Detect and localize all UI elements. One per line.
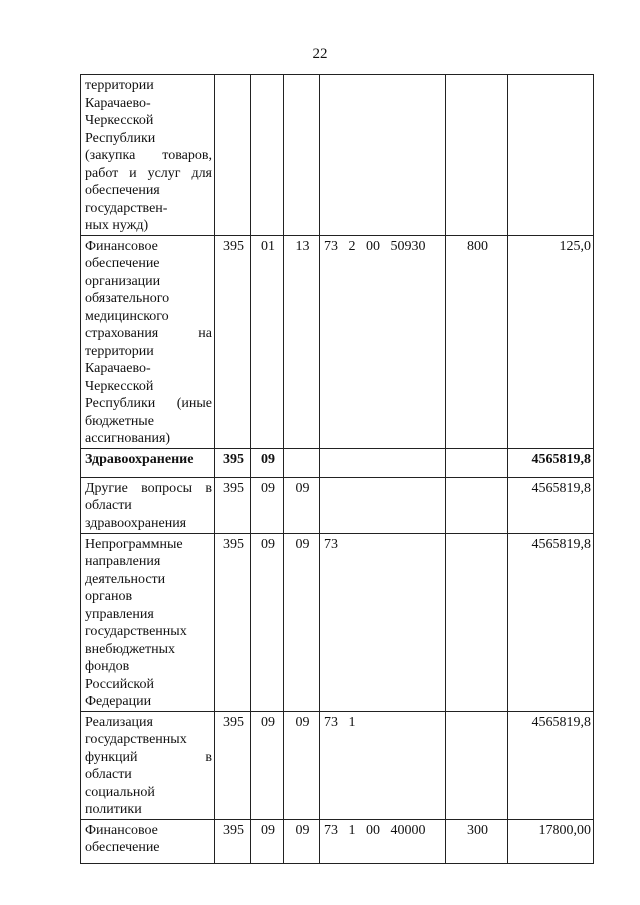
target-article-cell: 73 1	[320, 711, 446, 819]
amount-cell: 17800,00	[508, 819, 594, 863]
amount-cell: 4565819,8	[508, 477, 594, 533]
subsection-cell	[284, 448, 320, 477]
table-row	[81, 477, 594, 533]
section-cell: 09	[251, 477, 284, 533]
ministry-code-cell: 395	[215, 819, 251, 863]
expense-type-cell	[446, 448, 508, 477]
item-name-line: Республики	[85, 130, 156, 146]
item-name-line: функций в	[85, 749, 212, 765]
item-name-line: социальной	[85, 784, 155, 800]
item-name-line: органов	[85, 589, 133, 604]
target-article-cell	[320, 477, 446, 533]
item-name-line: Карачаево-	[85, 95, 151, 111]
item-name-line: обеспечение	[85, 840, 160, 855]
item-name-line: Реализация	[85, 714, 153, 730]
ministry-code-cell: 395	[215, 533, 251, 711]
item-name-line: направления	[85, 554, 161, 569]
subsection-cell: 09	[284, 477, 320, 533]
target-article-cell	[320, 75, 446, 236]
page-number: 22	[312, 46, 328, 62]
item-name-cell	[81, 711, 215, 819]
item-name-cell	[81, 448, 215, 477]
item-name-line: организации	[85, 273, 161, 289]
item-name-line: страхования на	[85, 326, 212, 341]
item-name-cell	[81, 477, 215, 533]
section-cell: 09	[251, 711, 284, 819]
item-name-line: ных нужд)	[85, 218, 149, 233]
table-row	[81, 235, 594, 448]
amount-cell: 125,0	[508, 235, 594, 448]
item-name-line: обеспечение	[85, 256, 160, 271]
ministry-code-cell: 395	[215, 235, 251, 448]
item-name-line: области	[85, 498, 132, 513]
item-name-line: внебюджетных	[85, 641, 176, 657]
subsection-cell: 09	[284, 533, 320, 711]
amount-cell: 4565819,8	[508, 711, 594, 819]
section-cell: 09	[251, 533, 284, 711]
subsection-cell: 09	[284, 819, 320, 863]
item-name-line: Федерации	[85, 694, 152, 709]
item-name-line: бюджетные	[85, 413, 154, 429]
item-name-line: Непрограммные	[85, 536, 183, 552]
expense-type-cell: 300	[446, 819, 508, 863]
item-name-line: территории	[85, 78, 154, 93]
item-name-line: Карачаево-	[85, 361, 151, 376]
item-name-line: работ и услуг для	[85, 165, 212, 181]
item-name-line: (закупка товаров,	[85, 148, 212, 163]
subsection-cell: 13	[284, 235, 320, 448]
ministry-code-cell	[215, 75, 251, 236]
ministry-code-cell: 395	[215, 711, 251, 819]
section-cell	[251, 75, 284, 236]
item-name-line: государственных	[85, 624, 187, 639]
item-name-line: Финансовое	[85, 238, 158, 254]
table-row	[81, 75, 594, 236]
amount-cell: 4565819,8	[508, 533, 594, 711]
table-row	[81, 448, 594, 477]
item-name-cell	[81, 819, 215, 863]
target-article-cell: 73 2 00 50930	[320, 235, 446, 448]
table-row	[81, 711, 594, 819]
item-name-line: управления	[85, 606, 154, 622]
item-name-line: Другие вопросы в	[85, 480, 212, 496]
expense-type-cell	[446, 477, 508, 533]
item-name-line: деятельности	[85, 571, 166, 587]
ministry-code-cell: 395	[215, 448, 251, 477]
target-article-cell: 73 1 00 40000	[320, 819, 446, 863]
ministry-code-cell: 395	[215, 477, 251, 533]
target-article-cell	[320, 448, 446, 477]
item-name-line: государственных	[85, 732, 187, 747]
item-name-cell	[81, 533, 215, 711]
section-cell: 09	[251, 448, 284, 477]
item-name-cell	[81, 235, 215, 448]
item-name-line: Российской	[85, 676, 154, 692]
table-row	[81, 819, 594, 863]
expense-type-cell	[446, 711, 508, 819]
item-name-line: территории	[85, 343, 154, 359]
item-name-line: Финансовое	[85, 822, 158, 838]
table-body	[81, 75, 594, 864]
item-name-line: обязательного	[85, 291, 170, 306]
item-name-line: фондов	[85, 659, 130, 674]
item-name-line: Черкесской	[85, 113, 154, 128]
expense-type-cell	[446, 533, 508, 711]
expense-type-cell	[446, 75, 508, 236]
budget-table	[80, 74, 594, 864]
table-row	[81, 533, 594, 711]
item-name-line: здравоохранения	[85, 515, 187, 531]
item-name-line: Черкесской	[85, 378, 154, 394]
item-name-line: области	[85, 767, 132, 782]
item-name-line: обеспечения	[85, 183, 160, 198]
item-name-line: государствен-	[85, 200, 168, 216]
expense-type-cell: 800	[446, 235, 508, 448]
item-name-cell	[81, 75, 215, 236]
amount-cell	[508, 75, 594, 236]
section-cell: 01	[251, 235, 284, 448]
item-name-line: политики	[85, 802, 142, 817]
subsection-cell: 09	[284, 711, 320, 819]
section-cell: 09	[251, 819, 284, 863]
amount-cell: 4565819,8	[508, 448, 594, 477]
item-name-line: ассигнования)	[85, 431, 171, 446]
item-name-line: Здравоохранение	[85, 451, 194, 467]
item-name-line: медицинского	[85, 308, 169, 324]
item-name-line: Республики (иные	[85, 396, 212, 411]
target-article-cell: 73	[320, 533, 446, 711]
subsection-cell	[284, 75, 320, 236]
